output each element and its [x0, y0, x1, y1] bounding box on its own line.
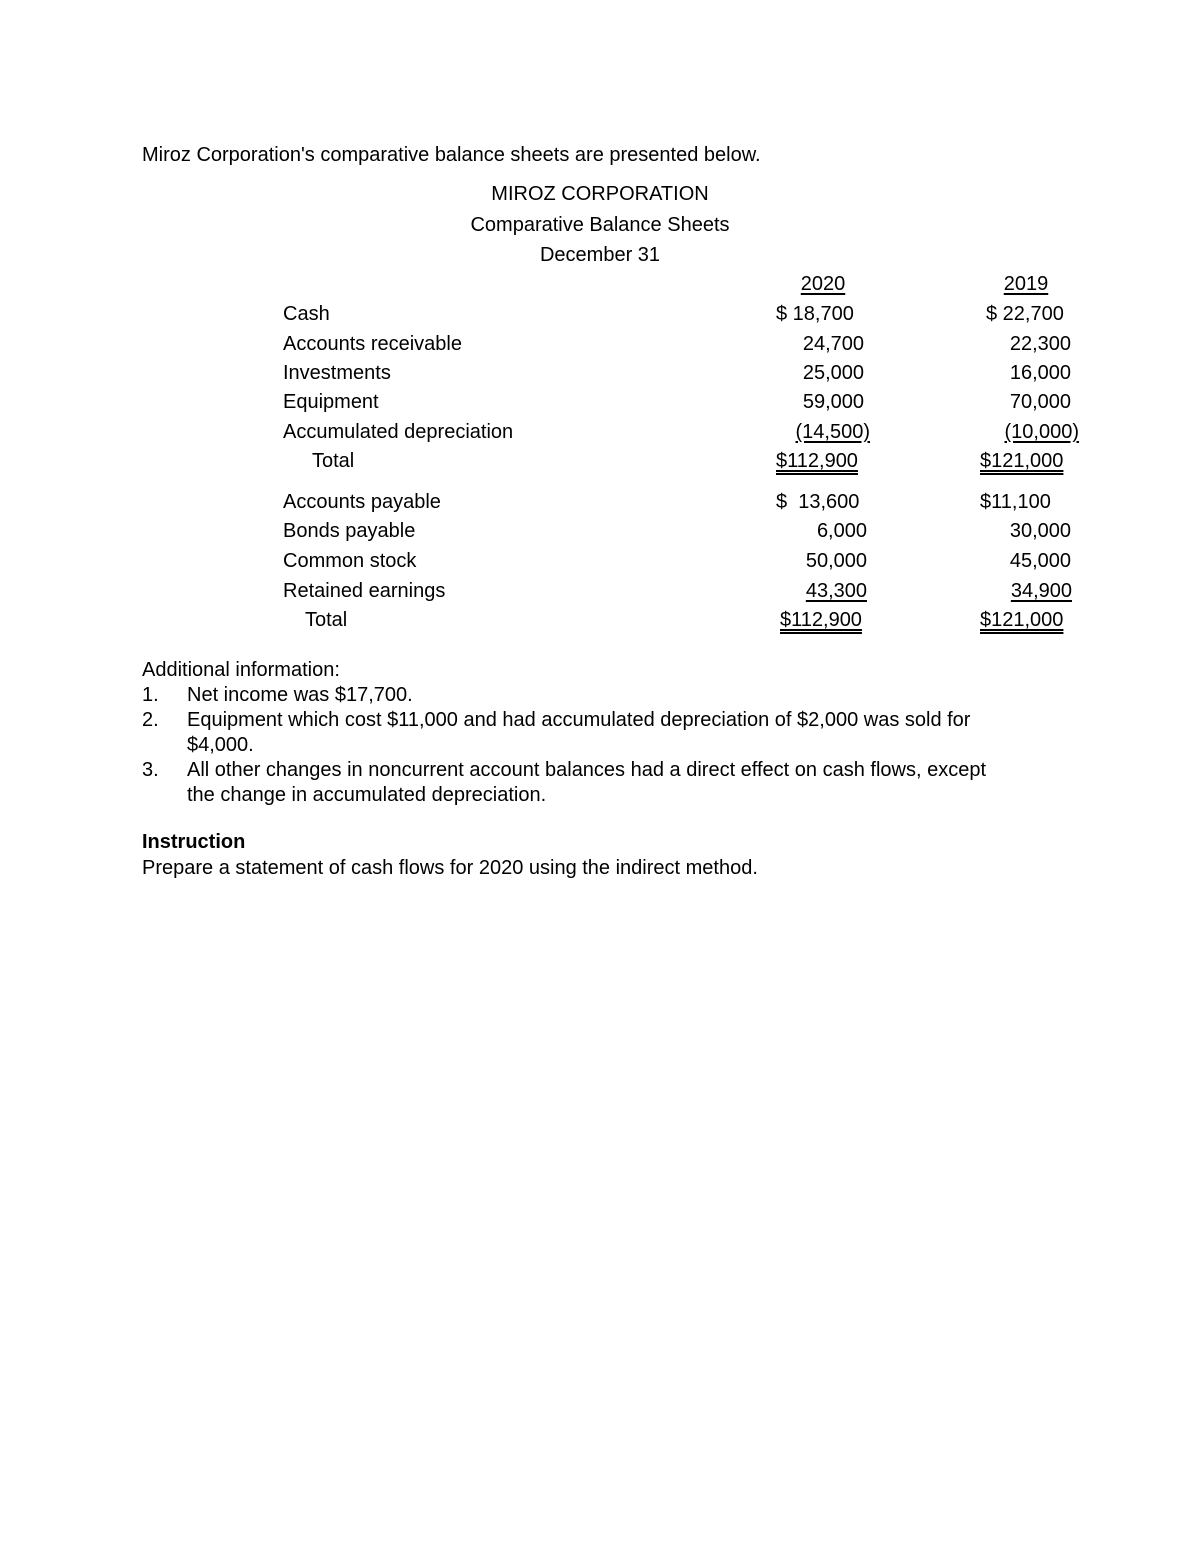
asset-investments-2019: 16,000 [1009, 362, 1071, 384]
liab-bonds-payable-2019: 30,000 [1009, 520, 1071, 542]
instruction-text: Prepare a statement of cash flows for 2020 using the indirect method. [142, 857, 758, 879]
year-header-2020: 2020 [800, 273, 846, 295]
additional-item-number: 3. [142, 759, 159, 781]
company-name: MIROZ CORPORATION [491, 183, 709, 205]
asset-investments-2020: 25,000 [802, 362, 864, 384]
asset-receivable-2019: 22,300 [1009, 333, 1071, 355]
equity-retained-earnings-2019: 34,900 [1010, 580, 1072, 602]
asset-cash-2020: $ 18,700 [776, 303, 854, 325]
asset-label-equipment: Equipment [283, 391, 379, 413]
liab-accounts-payable-2020: $ 13,600 [776, 491, 860, 513]
asset-accum-dep-2020: (14,500) [795, 421, 870, 443]
liab-label-bonds-payable: Bonds payable [283, 520, 416, 542]
asset-label-accum-dep: Accumulated depreciation [283, 421, 514, 443]
equity-common-stock-2019: 45,000 [1009, 550, 1071, 572]
statement-title: Comparative Balance Sheets [470, 214, 730, 236]
equity-common-stock-2020: 50,000 [805, 550, 867, 572]
liab-bonds-payable-2020: 6,000 [816, 520, 867, 542]
year-header-2019: 2019 [1003, 273, 1049, 295]
equity-label-retained-earnings: Retained earnings [283, 580, 446, 602]
statement-date: December 31 [539, 244, 661, 266]
assets-total-label: Total [312, 450, 355, 472]
liabilities-total-label: Total [305, 609, 348, 631]
additional-info-heading: Additional information: [142, 659, 340, 681]
liab-label-accounts-payable: Accounts payable [283, 491, 441, 513]
asset-cash-2019: $ 22,700 [986, 303, 1064, 325]
liabilities-total-2020: $112,900 [780, 609, 862, 631]
additional-item-number: 1. [142, 684, 159, 706]
equity-retained-earnings-2020: 43,300 [805, 580, 867, 602]
asset-accum-dep-2019: (10,000) [1004, 421, 1079, 443]
intro-text: Miroz Corporation's comparative balance sheets are presented below. [142, 144, 761, 166]
asset-label-investments: Investments [283, 362, 391, 384]
additional-item-text-continued: the change in accumulated depreciation. [187, 784, 547, 806]
additional-item-text: Net income was $17,700. [187, 684, 413, 706]
asset-receivable-2020: 24,700 [802, 333, 864, 355]
liab-accounts-payable-2019: $11,100 [980, 491, 1051, 513]
additional-item-text: All other changes in noncurrent account balances had a direct effect on cash flows, except [187, 759, 987, 781]
additional-item-text: Equipment which cost $11,000 and had accumulated depreciation of $2,000 was sold for [187, 709, 971, 731]
assets-total-2020: $112,900 [776, 450, 858, 472]
asset-label-cash: Cash [283, 303, 330, 325]
instruction-heading: Instruction [142, 831, 246, 853]
asset-label-receivable: Accounts receivable [283, 333, 462, 355]
assets-total-2019: $121,000 [980, 450, 1064, 472]
asset-equipment-2020: 59,000 [802, 391, 864, 413]
liabilities-total-2019: $121,000 [980, 609, 1064, 631]
additional-item-number: 2. [142, 709, 159, 731]
additional-item-text-continued: $4,000. [187, 734, 254, 756]
asset-equipment-2019: 70,000 [1009, 391, 1071, 413]
equity-label-common-stock: Common stock [283, 550, 417, 572]
